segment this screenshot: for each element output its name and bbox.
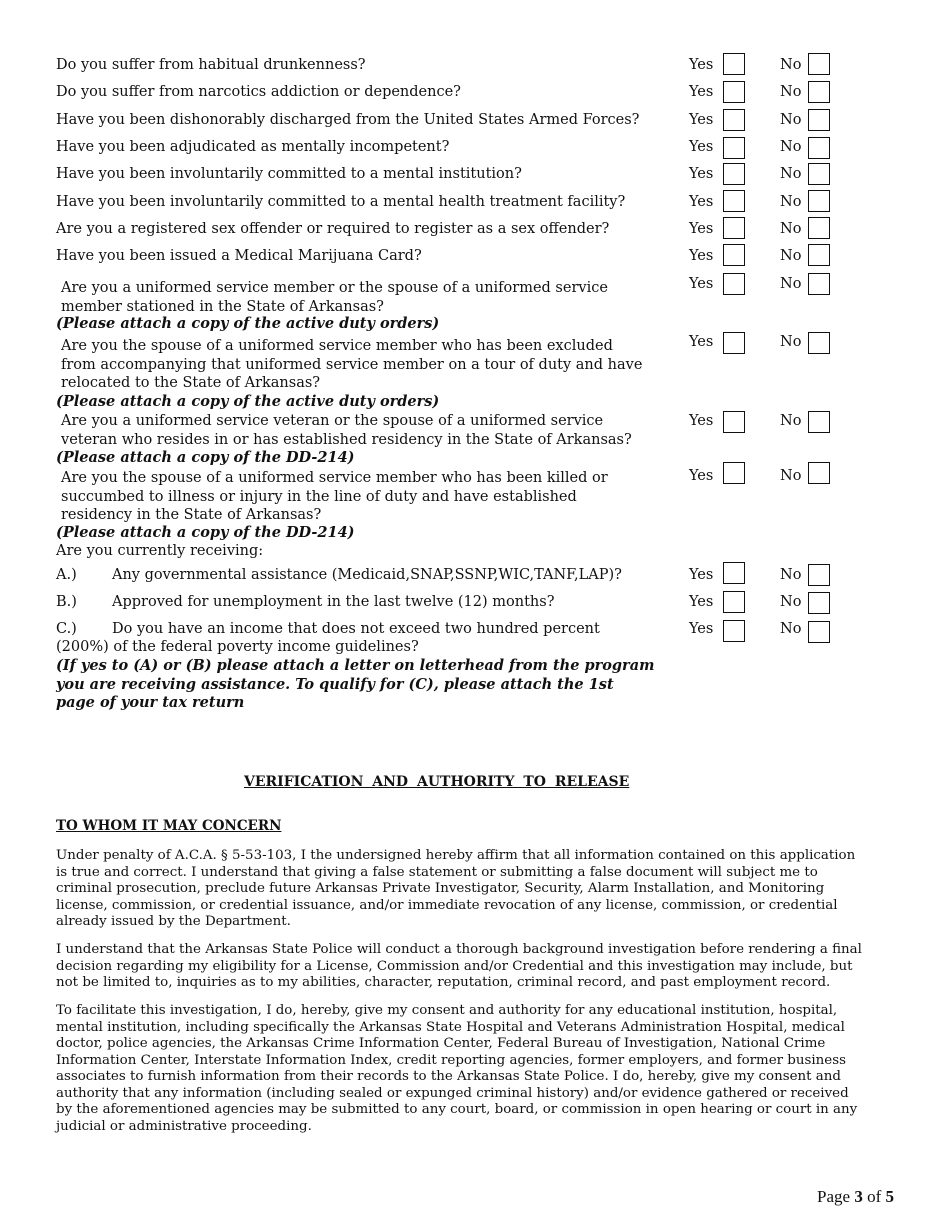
no-checkbox[interactable]	[808, 109, 830, 131]
no-label: No	[780, 221, 802, 237]
question-narcotics: Do you suffer from narcotics addiction or dependence?	[56, 84, 461, 100]
yes-checkbox[interactable]	[723, 591, 745, 613]
no-checkbox[interactable]	[808, 53, 830, 75]
paragraph-investigation: I understand that the Arkansas State Police will conduct a thorough background investigation before rendering a final decision regarding my eligibility for a License, Commission and/or Credential and this investigation may include, but not be limited to, inquiries as to my abilities, character, reputation, criminal record, and past employment record.	[56, 942, 862, 990]
receiving-item-unemployment: Approved for unemployment in the last twelve (12) months?	[112, 594, 555, 610]
item-letter: C.)	[56, 621, 77, 637]
yes-label: Yes	[689, 276, 714, 292]
service-question-killed-spouse: Are you the spouse of a uniformed service member who has been killed or succumbed to illness or injury in the line of duty and have established residency in the State of Arkansas?	[61, 470, 608, 523]
receiving-intro: Are you currently receiving:	[56, 543, 264, 559]
no-label: No	[780, 139, 802, 155]
no-label: No	[780, 621, 802, 637]
item-letter: B.)	[56, 594, 77, 610]
service-question-excluded-spouse: Are you the spouse of a uniformed service member who has been excluded from accompanying that uniformed service member on a tour of duty and have relocated to the State of Arkansas?	[61, 338, 643, 391]
no-label: No	[780, 334, 802, 350]
service-question-veteran: Are you a uniformed service veteran or the spouse of a uniformed service veteran who resides in or has established residency in the State of Arkansas?	[61, 413, 632, 448]
yes-label: Yes	[689, 112, 714, 128]
question-habitual-drunkenness: Do you suffer from habitual drunkenness?	[56, 57, 366, 73]
question-sex-offender: Are you a registered sex offender or required to register as a sex offender?	[56, 221, 610, 237]
no-checkbox[interactable]	[808, 217, 830, 239]
yes-checkbox[interactable]	[723, 81, 745, 103]
yes-label: Yes	[689, 139, 714, 155]
no-label: No	[780, 468, 802, 484]
no-checkbox[interactable]	[808, 332, 830, 354]
receiving-item-assistance: Any governmental assistance (Medicaid,SNAP,SSNP,WIC,TANF,LAP)?	[112, 567, 622, 583]
item-letter: A.)	[56, 567, 77, 583]
receiving-item-income: Do you have an income that does not exceed two hundred percent	[112, 621, 600, 637]
question-mental-health-facility: Have you been involuntarily committed to a mental health treatment facility?	[56, 194, 626, 210]
yes-checkbox[interactable]	[723, 273, 745, 295]
yes-label: Yes	[689, 166, 714, 182]
yes-label: Yes	[689, 468, 714, 484]
yes-label: Yes	[689, 194, 714, 210]
no-checkbox[interactable]	[808, 163, 830, 185]
attach-note-dd214: (Please attach a copy of the DD-214)	[56, 449, 355, 466]
no-label: No	[780, 112, 802, 128]
yes-checkbox[interactable]	[723, 190, 745, 212]
no-label: No	[780, 594, 802, 610]
no-checkbox[interactable]	[808, 137, 830, 159]
yes-label: Yes	[689, 221, 714, 237]
paragraph-consent: To facilitate this investigation, I do, hereby, give my consent and authority for any educational institution, hospital, mental institution, including specifically the Arkansas State Hospital and Veterans Administration Hospital, medical doctor, police agencies, the Arkansas Crime Information Center, Federal Bureau of Investigation, National Crime Information Center, Interstate Information Index, credit reporting agencies, former employers, and former business associates to furnish information from their records to the Arkansas State Police. I do, hereby, give my consent and authority that any information (including sealed or expunged criminal history) and/or evidence gathered or received by the aforementioned agencies may be submitted to any court, board, or commission in open hearing or court in any judicial or administrative proceeding.	[56, 1003, 858, 1134]
no-label: No	[780, 194, 802, 210]
page-number: Page 3 of 5	[817, 1187, 894, 1206]
yes-checkbox[interactable]	[723, 462, 745, 484]
service-question-member: Are you a uniformed service member or the spouse of a uniformed service member stationed in the State of Arkansas?	[61, 280, 608, 315]
yes-checkbox[interactable]	[723, 217, 745, 239]
yes-label: Yes	[689, 413, 714, 429]
yes-label: Yes	[689, 334, 714, 350]
yes-checkbox[interactable]	[723, 562, 745, 584]
yes-checkbox[interactable]	[723, 411, 745, 433]
yes-checkbox[interactable]	[723, 53, 745, 75]
no-label: No	[780, 57, 802, 73]
question-medical-marijuana: Have you been issued a Medical Marijuana Card?	[56, 248, 422, 264]
attach-note-assistance: (If yes to (A) or (B) please attach a letter on letterhead from the program you are receiving assistance. To qualify for (C), please attach the 1st page of your tax return	[56, 657, 655, 711]
no-label: No	[780, 276, 802, 292]
no-label: No	[780, 84, 802, 100]
no-checkbox[interactable]	[808, 81, 830, 103]
no-checkbox[interactable]	[808, 190, 830, 212]
no-checkbox[interactable]	[808, 273, 830, 295]
no-checkbox[interactable]	[808, 592, 830, 614]
yes-label: Yes	[689, 594, 714, 610]
no-label: No	[780, 413, 802, 429]
attach-note-duty-orders: (Please attach a copy of the active duty orders)	[56, 393, 440, 410]
paragraph-penalty: Under penalty of A.C.A. § 5-53-103, I the undersigned hereby affirm that all information contained on this application is true and correct. I understand that giving a false statement or submitting a false document will subject me to criminal prosecution, preclude future Arkansas Private Investigator, Security, Alarm Installation, and Monitoring license, commission, or credential issuance, and/or immediate revocation of any license, commission, or credential already issued by the Department.	[56, 848, 856, 929]
no-checkbox[interactable]	[808, 564, 830, 586]
yes-checkbox[interactable]	[723, 163, 745, 185]
no-checkbox[interactable]	[808, 244, 830, 266]
no-label: No	[780, 567, 802, 583]
yes-checkbox[interactable]	[723, 620, 745, 642]
yes-label: Yes	[689, 567, 714, 583]
yes-checkbox[interactable]	[723, 244, 745, 266]
no-checkbox[interactable]	[808, 621, 830, 643]
no-checkbox[interactable]	[808, 411, 830, 433]
verification-title: VERIFICATION AND AUTHORITY TO RELEASE	[244, 774, 630, 790]
no-label: No	[780, 248, 802, 264]
yes-label: Yes	[689, 248, 714, 264]
attach-note-duty-orders: (Please attach a copy of the active duty orders)	[56, 315, 440, 332]
question-mentally-incompetent: Have you been adjudicated as mentally incompetent?	[56, 139, 450, 155]
receiving-item-income-cont: (200%) of the federal poverty income guidelines?	[56, 639, 419, 655]
question-dishonorable-discharge: Have you been dishonorably discharged from the United States Armed Forces?	[56, 112, 640, 128]
no-checkbox[interactable]	[808, 462, 830, 484]
question-mental-institution: Have you been involuntarily committed to a mental institution?	[56, 166, 522, 182]
yes-checkbox[interactable]	[723, 137, 745, 159]
attach-note-dd214: (Please attach a copy of the DD-214)	[56, 524, 355, 541]
yes-checkbox[interactable]	[723, 332, 745, 354]
yes-label: Yes	[689, 84, 714, 100]
yes-checkbox[interactable]	[723, 109, 745, 131]
yes-label: Yes	[689, 57, 714, 73]
salutation: TO WHOM IT MAY CONCERN	[56, 818, 282, 834]
yes-label: Yes	[689, 621, 714, 637]
no-label: No	[780, 166, 802, 182]
